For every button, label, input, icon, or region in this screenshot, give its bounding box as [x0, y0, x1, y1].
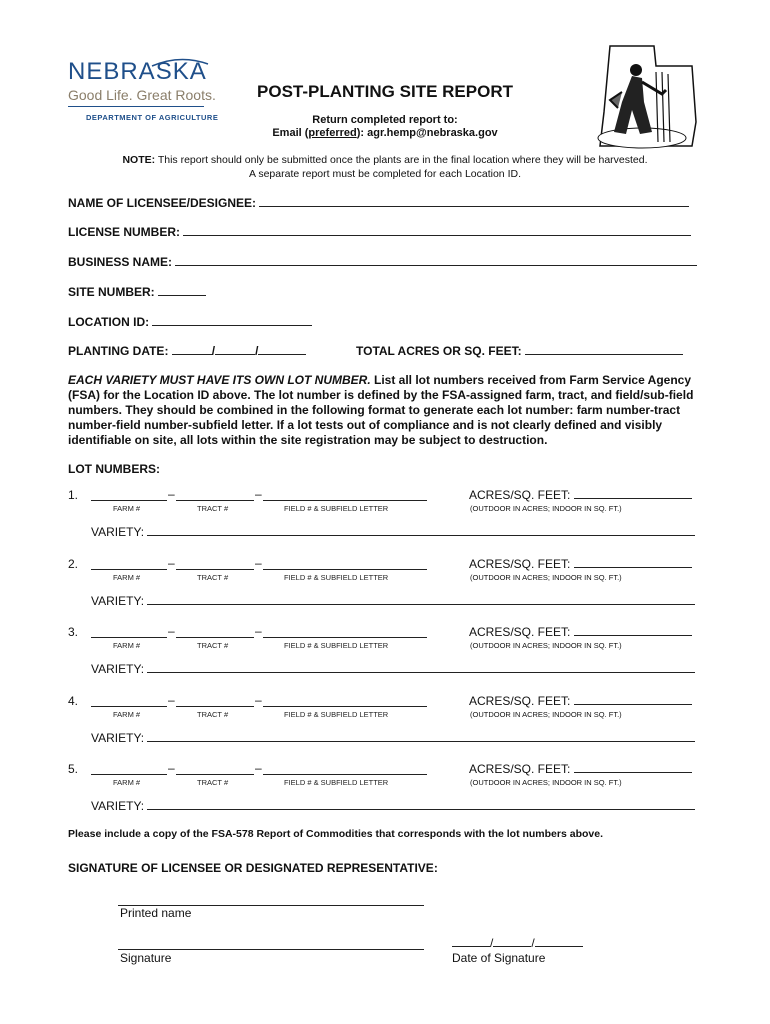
- field-label: FIELD # & SUBFIELD LETTER: [284, 641, 389, 650]
- lot-number: 4.: [68, 694, 79, 708]
- variety-field[interactable]: VARIETY:: [91, 798, 695, 813]
- variety-field[interactable]: VARIETY:: [91, 730, 695, 745]
- lot-number: 1.: [68, 488, 79, 502]
- tract-label: TRACT #: [197, 710, 229, 719]
- logo-divider: [68, 106, 204, 107]
- lot-number: 3.: [68, 625, 79, 639]
- dash: –: [168, 693, 175, 707]
- farm-label: FARM #: [113, 778, 141, 787]
- farm-label: FARM #: [113, 641, 141, 650]
- variety-field[interactable]: VARIETY:: [91, 524, 695, 539]
- farm-input[interactable]: [91, 488, 167, 501]
- variety-field[interactable]: VARIETY:: [91, 661, 695, 676]
- dash: –: [255, 693, 262, 707]
- acres-note: (OUTDOOR IN ACRES; INDOOR IN SQ. FT.): [470, 778, 622, 787]
- lot-number: 2.: [68, 557, 79, 571]
- farm-input[interactable]: [91, 557, 167, 570]
- farm-label: FARM #: [113, 710, 141, 719]
- license-number-field[interactable]: LICENSE NUMBER:: [68, 224, 691, 239]
- variety-field[interactable]: VARIETY:: [91, 593, 695, 608]
- total-acres-field[interactable]: TOTAL ACRES OR SQ. FEET:: [356, 343, 683, 358]
- dash: –: [168, 556, 175, 570]
- dash: –: [168, 761, 175, 775]
- acres-note: (OUTDOOR IN ACRES; INDOOR IN SQ. FT.): [470, 504, 622, 513]
- dash: –: [255, 556, 262, 570]
- lot-number: 5.: [68, 762, 79, 776]
- note-line-1: NOTE: This report should only be submitted once the plants are in the final location where they will be harvested.: [122, 154, 648, 166]
- tract-input[interactable]: [176, 625, 254, 638]
- tract-input[interactable]: [176, 762, 254, 775]
- acres-note: (OUTDOOR IN ACRES; INDOOR IN SQ. FT.): [470, 573, 622, 582]
- field-input[interactable]: [263, 762, 427, 775]
- logo-swoosh-icon: [150, 56, 210, 68]
- acres-field[interactable]: ACRES/SQ. FEET:: [469, 624, 692, 639]
- acres-field[interactable]: ACRES/SQ. FEET:: [469, 556, 692, 571]
- licensee-field[interactable]: NAME OF LICENSEE/DESIGNEE:: [68, 195, 689, 210]
- tract-label: TRACT #: [197, 504, 229, 513]
- business-name-field[interactable]: BUSINESS NAME:: [68, 254, 697, 269]
- field-label: FIELD # & SUBFIELD LETTER: [284, 778, 389, 787]
- field-input[interactable]: [263, 625, 427, 638]
- field-label: FIELD # & SUBFIELD LETTER: [284, 504, 389, 513]
- fsa-note: Please include a copy of the FSA-578 Report of Commodities that corresponds with the lot numbers above.: [68, 828, 604, 840]
- dash: –: [168, 487, 175, 501]
- field-label: FIELD # & SUBFIELD LETTER: [284, 573, 389, 582]
- dash: –: [255, 487, 262, 501]
- tract-label: TRACT #: [197, 573, 229, 582]
- field-input[interactable]: [263, 694, 427, 707]
- tract-label: TRACT #: [197, 641, 229, 650]
- signature-date-input[interactable]: / /: [452, 935, 583, 950]
- farm-input[interactable]: [91, 762, 167, 775]
- tract-label: TRACT #: [197, 778, 229, 787]
- return-email-line: Email (preferred): agr.hemp@nebraska.gov: [272, 127, 498, 139]
- logo-wordmark: NEBRASKA: [68, 58, 207, 85]
- planting-date-field[interactable]: PLANTING DATE: / /: [68, 343, 306, 358]
- site-number-field[interactable]: SITE NUMBER:: [68, 284, 206, 299]
- signature-heading: SIGNATURE OF LICENSEE OR DESIGNATED REPRESENTATIVE:: [68, 861, 438, 875]
- dash: –: [255, 761, 262, 775]
- signature-input[interactable]: [118, 948, 424, 950]
- tract-input[interactable]: [176, 694, 254, 707]
- dash: –: [168, 624, 175, 638]
- dash: –: [255, 624, 262, 638]
- field-label: FIELD # & SUBFIELD LETTER: [284, 710, 389, 719]
- lot-instructions: EACH VARIETY MUST HAVE ITS OWN LOT NUMBER. List all lot numbers received from Farm Service Agency (FSA) for the Location ID above. The lot number is defined by the FSA-assigned farm, tract, and field/sub-field numbers. They should be combined in the following format to generate each lot number: farm number-tract number-field number-subfield letter. If a lot tests out of compliance and is not clearly defined and visibly identifiable on site, all lots within the site registration may be subject to destruction.: [68, 373, 694, 447]
- signature-label: Signature: [120, 951, 172, 965]
- location-id-field[interactable]: LOCATION ID:: [68, 314, 312, 329]
- farm-label: FARM #: [113, 504, 141, 513]
- field-input[interactable]: [263, 488, 427, 501]
- tract-input[interactable]: [176, 557, 254, 570]
- note-line-2: A separate report must be completed for each Location ID.: [249, 168, 521, 180]
- acres-field[interactable]: ACRES/SQ. FEET:: [469, 761, 692, 776]
- logo-department: DEPARTMENT OF AGRICULTURE: [86, 113, 219, 122]
- printed-name-label: Printed name: [120, 906, 192, 920]
- page-title: POST-PLANTING SITE REPORT: [257, 82, 513, 101]
- lot-numbers-heading: LOT NUMBERS:: [68, 462, 160, 476]
- logo-tagline: Good Life. Great Roots.: [68, 87, 216, 103]
- acres-note: (OUTDOOR IN ACRES; INDOOR IN SQ. FT.): [470, 641, 622, 650]
- return-instruction: Return completed report to:: [312, 114, 458, 126]
- farm-input[interactable]: [91, 625, 167, 638]
- acres-note: (OUTDOOR IN ACRES; INDOOR IN SQ. FT.): [470, 710, 622, 719]
- acres-field[interactable]: ACRES/SQ. FEET:: [469, 487, 692, 502]
- tract-input[interactable]: [176, 488, 254, 501]
- farm-label: FARM #: [113, 573, 141, 582]
- field-input[interactable]: [263, 557, 427, 570]
- date-of-signature-label: Date of Signature: [452, 951, 546, 965]
- farm-input[interactable]: [91, 694, 167, 707]
- acres-field[interactable]: ACRES/SQ. FEET:: [469, 693, 692, 708]
